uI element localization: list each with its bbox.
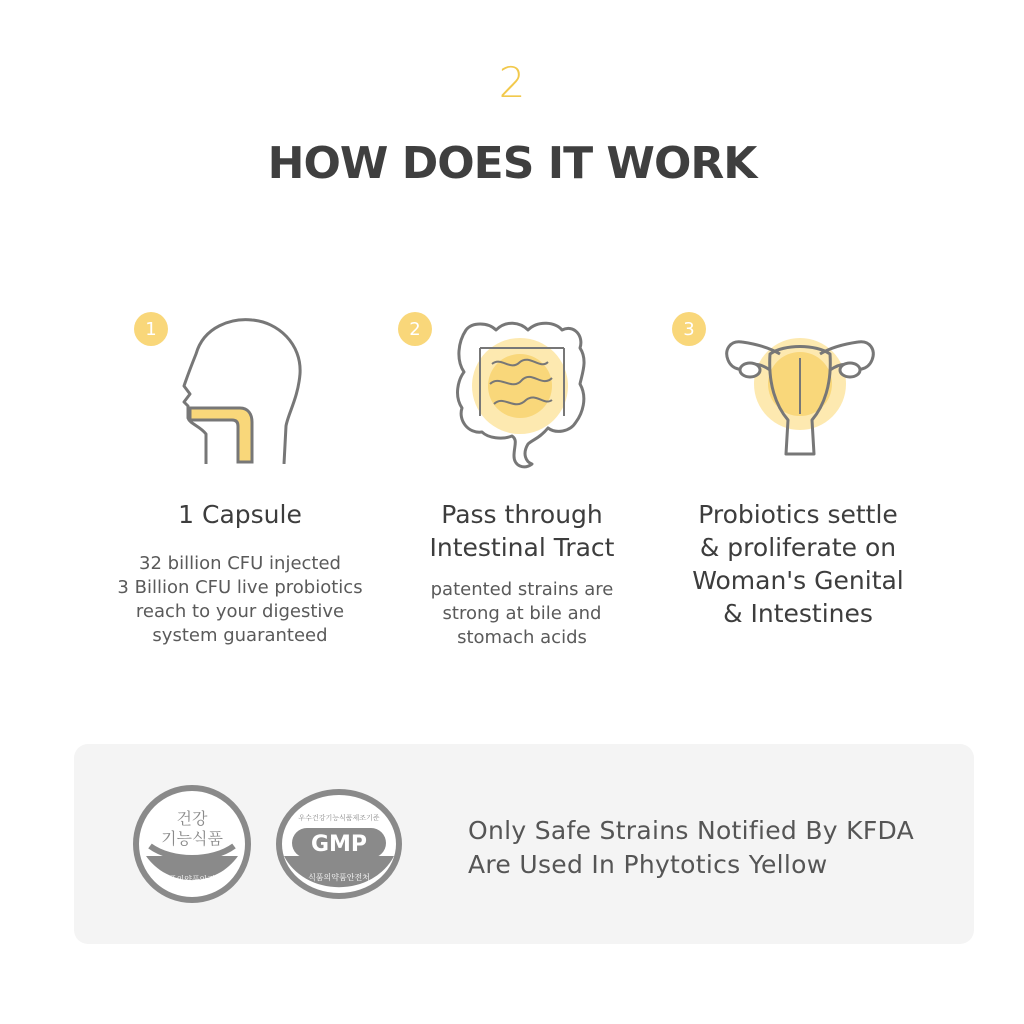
- svg-text:GMP: GMP: [310, 832, 368, 857]
- health-functional-food-seal-icon: [132, 784, 252, 904]
- kfda-statement: Only Safe Strains Notified By KFDA Are Used In Phytotics Yellow: [468, 816, 915, 879]
- step-title: Probiotics settle & proliferate on Woman's Genital & Intestines: [692, 500, 904, 628]
- step-number-badge: 3: [672, 312, 706, 346]
- step-description: 32 billion CFU injected 3 Billion CFU live probiotics reach to your digestive system guaranteed: [117, 553, 363, 646]
- svg-text:식품의약품안전처: 식품의약품안전처: [161, 875, 223, 884]
- svg-text:건강: 건강: [176, 809, 208, 828]
- step-title: Pass through Intestinal Tract: [429, 500, 615, 562]
- svg-text:식품의약품안전처: 식품의약품안전처: [308, 873, 370, 882]
- head-throat-icon: [178, 314, 308, 464]
- svg-text:우수건강기능식품제조기준: 우수건강기능식품제조기준: [298, 814, 380, 822]
- section-number: 2: [498, 58, 526, 107]
- uterus-icon: [720, 314, 880, 464]
- intestine-icon: [452, 314, 592, 474]
- step-number-badge: 2: [398, 312, 432, 346]
- step-number-badge: 1: [134, 312, 168, 346]
- svg-text:기능식품: 기능식품: [161, 829, 223, 848]
- section-title: HOW DOES IT WORK: [267, 138, 757, 189]
- step-description: patented strains are strong at bile and stomach acids: [430, 579, 614, 648]
- gmp-seal-icon: [274, 784, 404, 904]
- certification-panel: [74, 744, 974, 944]
- step-title: 1 Capsule: [178, 500, 302, 529]
